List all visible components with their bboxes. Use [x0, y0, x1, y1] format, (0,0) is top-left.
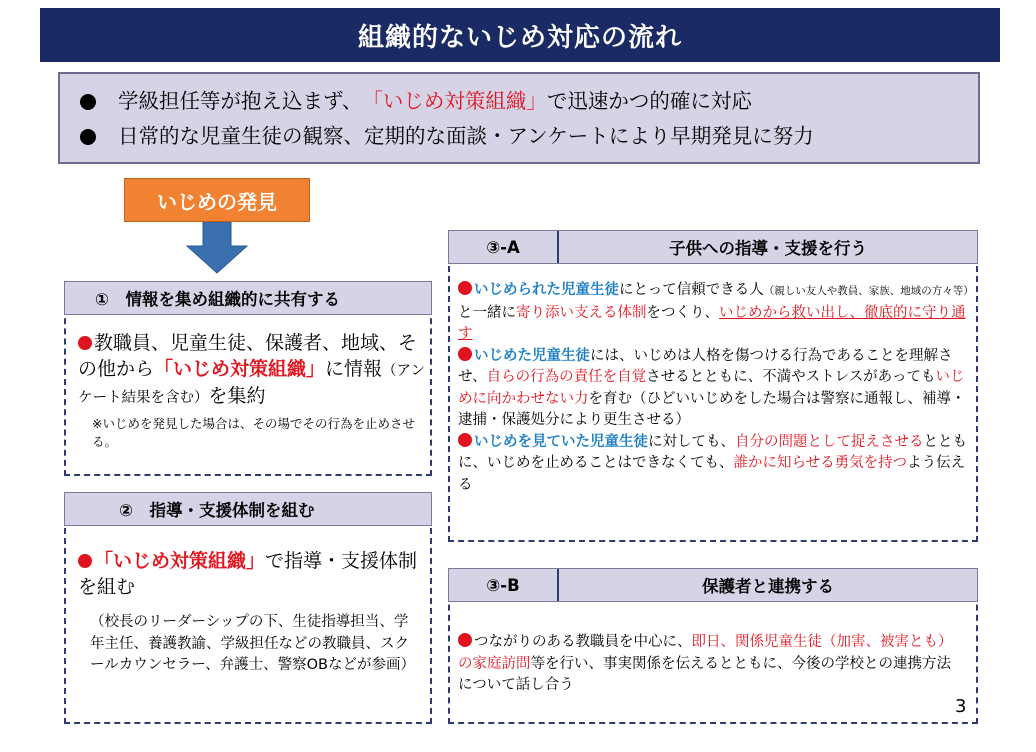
page-title: 組織的ないじめ対応の流れ [40, 8, 1000, 62]
summary-panel [58, 72, 980, 164]
section-3a-paragraph-1: いじめられた児童生徒にとって信頼できる人（親しい友人や教員、家族、地域の方々等）と一緒に寄り添い支える体制をつくり、いじめから救い出し、徹底的に守り通す [458, 282, 974, 342]
section-1-heading: ① 情報を集め組織的に共有する [64, 281, 432, 315]
red-bullet-icon [458, 433, 472, 447]
section-3a-tag: ③-A [449, 231, 559, 263]
bullet-icon [80, 94, 96, 110]
section-2-note: （校長のリーダーシップの下、生徒指導担当、学年主任、養護教諭、学級担任などの教職員、スクールカウンセラー、弁護士、警察OBなどが参画） [90, 614, 415, 673]
summary-line-1: 学級担任等が抱え込まず、 「いじめ対策組織」 で迅速かつ的確に対応 [80, 84, 958, 119]
red-bullet-icon [78, 336, 92, 350]
section-2-heading: ② 指導・支援体制を組む [64, 492, 432, 526]
section-2-body: 「いじめ対策組織」で指導・支援体制を組む （校長のリーダーシップの下、生徒指導担当、学年主任、養護教諭、学級担任などの教職員、スクールカウンセラー、弁護士、警察OBなどが参画） [78, 548, 428, 677]
section-3b-body: つながりのある教職員を中心に、即日、関係児童生徒（加害、被害とも）の家庭訪問等を行い、事実関係を伝えるとともに、今後の学校との連携方法について話し合う [458, 634, 953, 693]
red-bullet-icon [458, 281, 472, 295]
red-bullet-icon [458, 347, 472, 361]
section-3a-body [458, 280, 974, 496]
org-name-highlight: 「いじめ対策組織」 [362, 89, 547, 113]
down-arrow-icon [185, 222, 249, 274]
red-bullet-icon [458, 633, 472, 647]
summary-line-2: 日常的な児童生徒の観察、定期的な面談・アンケートにより早期発見に努力 [80, 119, 958, 154]
section-3b-tag: ③-B [449, 569, 559, 601]
discovery-label: いじめの発見 [124, 178, 310, 222]
section-1-body: 教職員、児童生徒、保護者、地域、その他から「いじめ対策組織」に情報（アンケート結果を含む）を集約 ※いじめを発見した場合は、その場でその行為を止めさせる。 [78, 330, 428, 451]
section-1-note: ※いじめを発見した場合は、その場でその行為を止めさせる。 [92, 416, 415, 449]
section-3a-heading: ③-A 子供への指導・支援を行う [448, 230, 978, 264]
bullet-icon [80, 129, 96, 145]
red-bullet-icon [78, 554, 92, 568]
section-3a-paragraph-3: いじめを見ていた児童生徒に対しても、自分の問題として捉えさせるとともに、いじめを止めることはできなくても、誰かに知らせる勇気を持つよう伝える [458, 433, 967, 493]
section-3b-heading: ③-B 保護者と連携する [448, 568, 978, 602]
page-number: 3 [955, 696, 967, 717]
section-3a-paragraph-2: いじめた児童生徒には、いじめは人格を傷つける行為であることを理解させ、自らの行為の責任を自覚させるとともに、不満やストレスがあってもいじめに向かわせない力を育む（ひどいいじめをした場合は警察に通報し、補導・逮捕・保護処分により更生させる） [458, 347, 966, 428]
